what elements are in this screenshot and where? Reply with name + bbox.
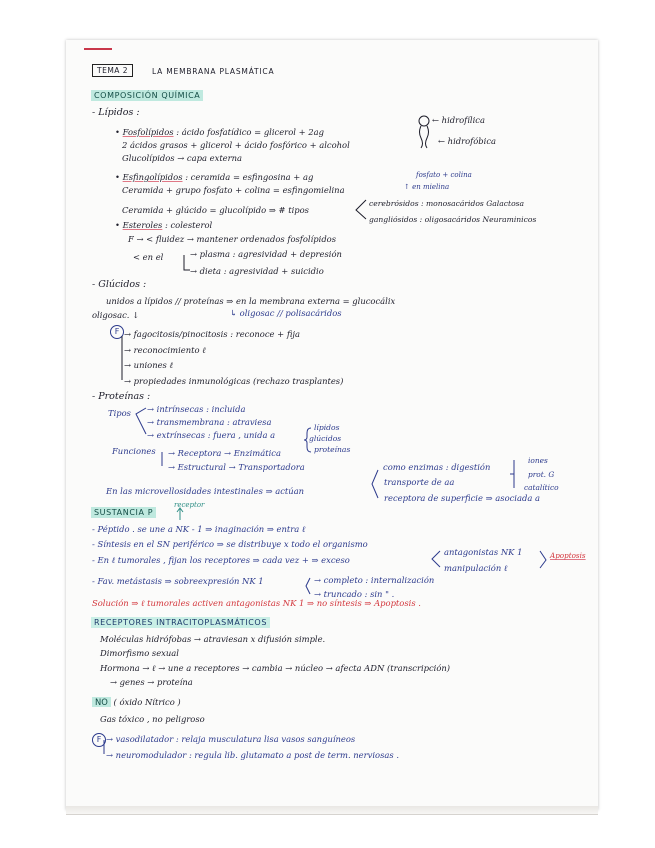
actuan-bracket [372, 470, 378, 498]
estructural-line: → Estructural → Transportadora [168, 462, 305, 472]
page-title: LA MEMBRANA PLASMÁTICA [152, 67, 275, 76]
truncado-line: → truncado : sin " . [314, 589, 395, 599]
glucidos-item-3: → uniones ℓ [124, 360, 173, 370]
apoptosis-label: Apoptosis [550, 551, 586, 560]
receptor-note: receptor [174, 501, 205, 509]
oligosac-label: oligosac. ↓ [92, 310, 140, 320]
extrinsecas-line: → extrínsecas : fuera , unida a [147, 430, 276, 440]
glucidos-item-2: → reconocimiento ℓ [124, 345, 206, 355]
ceramida-bracket [356, 200, 366, 219]
neuromodulador-line: → neuromodulador : regula lib. glutamato a post de term. nerviosas . [106, 750, 399, 760]
funciones-label: Funciones [112, 446, 156, 456]
glucidos-heading: - Glúcidos : [92, 279, 147, 290]
catalitico-label: catalítico [524, 483, 559, 492]
transporte-line: transporte de aa [384, 477, 455, 487]
receptora-sup-line: receptora de superficie ⇒ asociada a [384, 493, 540, 503]
iones-label: iones [528, 456, 548, 465]
fosfolipidos-label: Fosfolípidos [122, 127, 174, 137]
completo-line: → completo : internalización [314, 575, 435, 585]
solucion-line: Solución ⇒ ℓ tumorales activen antagonistas NK 1 ⇒ no síntesis ⇒ Apoptosis . [92, 598, 421, 608]
receptores-heading: RECEPTORES INTRACITOPLASMÁTICOS [91, 617, 270, 628]
tema-box: TEMA 2 [92, 64, 133, 77]
ceramida-line: Ceramida + grupo fosfato + colina = esfingomielina [122, 185, 345, 195]
tipos-label: Tipos [108, 408, 131, 418]
antagonistas-bracket [432, 551, 440, 567]
fosfolipidos-text: : ácido fosfatídico = glicerol + 2ag [176, 127, 324, 137]
fosfolipidos-line: • Fosfolípidos : ácido fosfatídico = glicerol + 2ag [115, 127, 324, 137]
receptores-line2: Dimorfismo sexual [100, 648, 179, 658]
glucidos-sub: glúcidos [309, 434, 342, 443]
como-enzimas: como enzimas : digestión [383, 462, 491, 472]
transmembrana-line: → transmembrana : atraviesa [147, 417, 272, 427]
receptores-line3: Hormona → ℓ → une a receptores → cambia → núcleo → afecta ADN (transcripción) [100, 663, 451, 673]
fav-line: - Fav. metástasis ⇒ sobreexpresión NK 1 [92, 576, 264, 586]
sintesis-line: - Síntesis en el SN periférico ⇒ se distribuye x todo el organismo [92, 539, 368, 549]
vasodilatador-line: → vasodilatador : relaja musculatura lisa vasos sanguíneos [106, 734, 356, 744]
apoptosis-bracket [540, 551, 546, 568]
dieta-line: → dieta : agresividad + suicidio [190, 266, 324, 276]
mielina-note: ↑ en mielina [404, 183, 450, 191]
oligosac-note: ↳ oligosac // polisacáridos [230, 308, 342, 318]
hidrofilica-label: ← hidrofílica [432, 115, 485, 125]
sustancia-heading: SUSTANCIA P [91, 507, 156, 518]
esteroles-line: • Esteroles : colesterol [115, 220, 213, 230]
no-title: ( óxido Nítrico ) [113, 697, 181, 707]
receptora-line: → Receptora → Enzimática [168, 448, 281, 458]
microvellosidades-line: En las microvellosidades intestinales ⇒ actúan [106, 486, 305, 496]
composicion-heading: COMPOSICIÓN QUÍMICA [91, 90, 203, 101]
fosfo-line3: Glucolípidos → capa externa [122, 153, 243, 163]
esfingo-line: • Esfingolípidos : ceramida = esfingosina + ag [115, 172, 314, 182]
intrinsecas-line: → intrínsecas : incluida [147, 404, 246, 414]
lipidos-sub: lípidos [314, 423, 340, 432]
glucidos-item-1: → fagocitosis/pinocitosis : reconoce + fija [124, 329, 301, 339]
tipos-bracket [136, 408, 146, 434]
esteroles-label: Esteroles [122, 220, 163, 230]
esfingo-text: : ceramida = esfingosina + ag [185, 172, 314, 182]
fosfato-note: fosfato + colina [416, 171, 472, 179]
manipulacion-label: manipulación ℓ [444, 563, 508, 573]
hidrofobica-label: ← hidrofóbica [438, 136, 497, 146]
phospholipid-icon [419, 116, 429, 148]
receptores-line1: Moléculas hidrófobas → atraviesan x difusión simple. [100, 634, 326, 644]
gangliosidos-line: gangliósidos : oligosacáridos Neuraminicos [369, 215, 537, 224]
esfingo-label: Esfingolípidos [122, 172, 183, 182]
esteroles-text: : colesterol [165, 220, 213, 230]
proteinas-heading: - Proteínas : [92, 391, 151, 402]
glucidos-item-4: → propiedades inmunológicas (rechazo trasplantes) [124, 376, 344, 386]
plasma-line: → plasma : agresividad + depresión [190, 249, 342, 259]
prot-g-label: prot. G [528, 470, 555, 479]
peptido-line: - Péptido . se une a NK - 1 ⇒ inaginación ⇒ entra ℓ [92, 524, 306, 534]
function-circle-icon: F [110, 325, 124, 339]
no-label: NO [92, 697, 111, 707]
lipidos-heading: - Lípidos : [92, 107, 140, 118]
glucidos-line1: unidos a lípidos // proteínas ⇒ en la membrana externa = glucocálix [106, 296, 396, 306]
en-el-bracket [184, 255, 190, 270]
extrinsecas-brace [304, 428, 311, 452]
cerebrosidos-line: cerebrósidos : monosacáridos Galactosa [369, 199, 525, 208]
fluidez-line: F → < fluidez → mantener ordenados fosfolípidos [128, 234, 337, 244]
receptores-line4: → genes → proteína [110, 677, 193, 687]
proteinas-sub: proteínas [314, 445, 351, 454]
no-function-circle-icon: F [92, 733, 106, 747]
fav-bracket [306, 578, 310, 594]
no-line1: Gas tóxico , no peligroso [100, 714, 205, 724]
ceramida-glucido-line: Ceramida + glúcido = glucolípido ⇒ # tipos [122, 205, 309, 215]
fosfo-line2: 2 ácidos grasos + glicerol + ácido fosfórico + alcohol [122, 140, 350, 150]
receptor-arrow [177, 508, 183, 520]
en-el-label: < en el [133, 252, 164, 262]
antagonistas-label: antagonistas NK 1 [444, 547, 523, 557]
ions-bracket [510, 460, 514, 488]
tumorales-line: - En ℓ tumorales , fijan los receptores ⇒ cada vez + ⇒ exceso [92, 555, 350, 565]
